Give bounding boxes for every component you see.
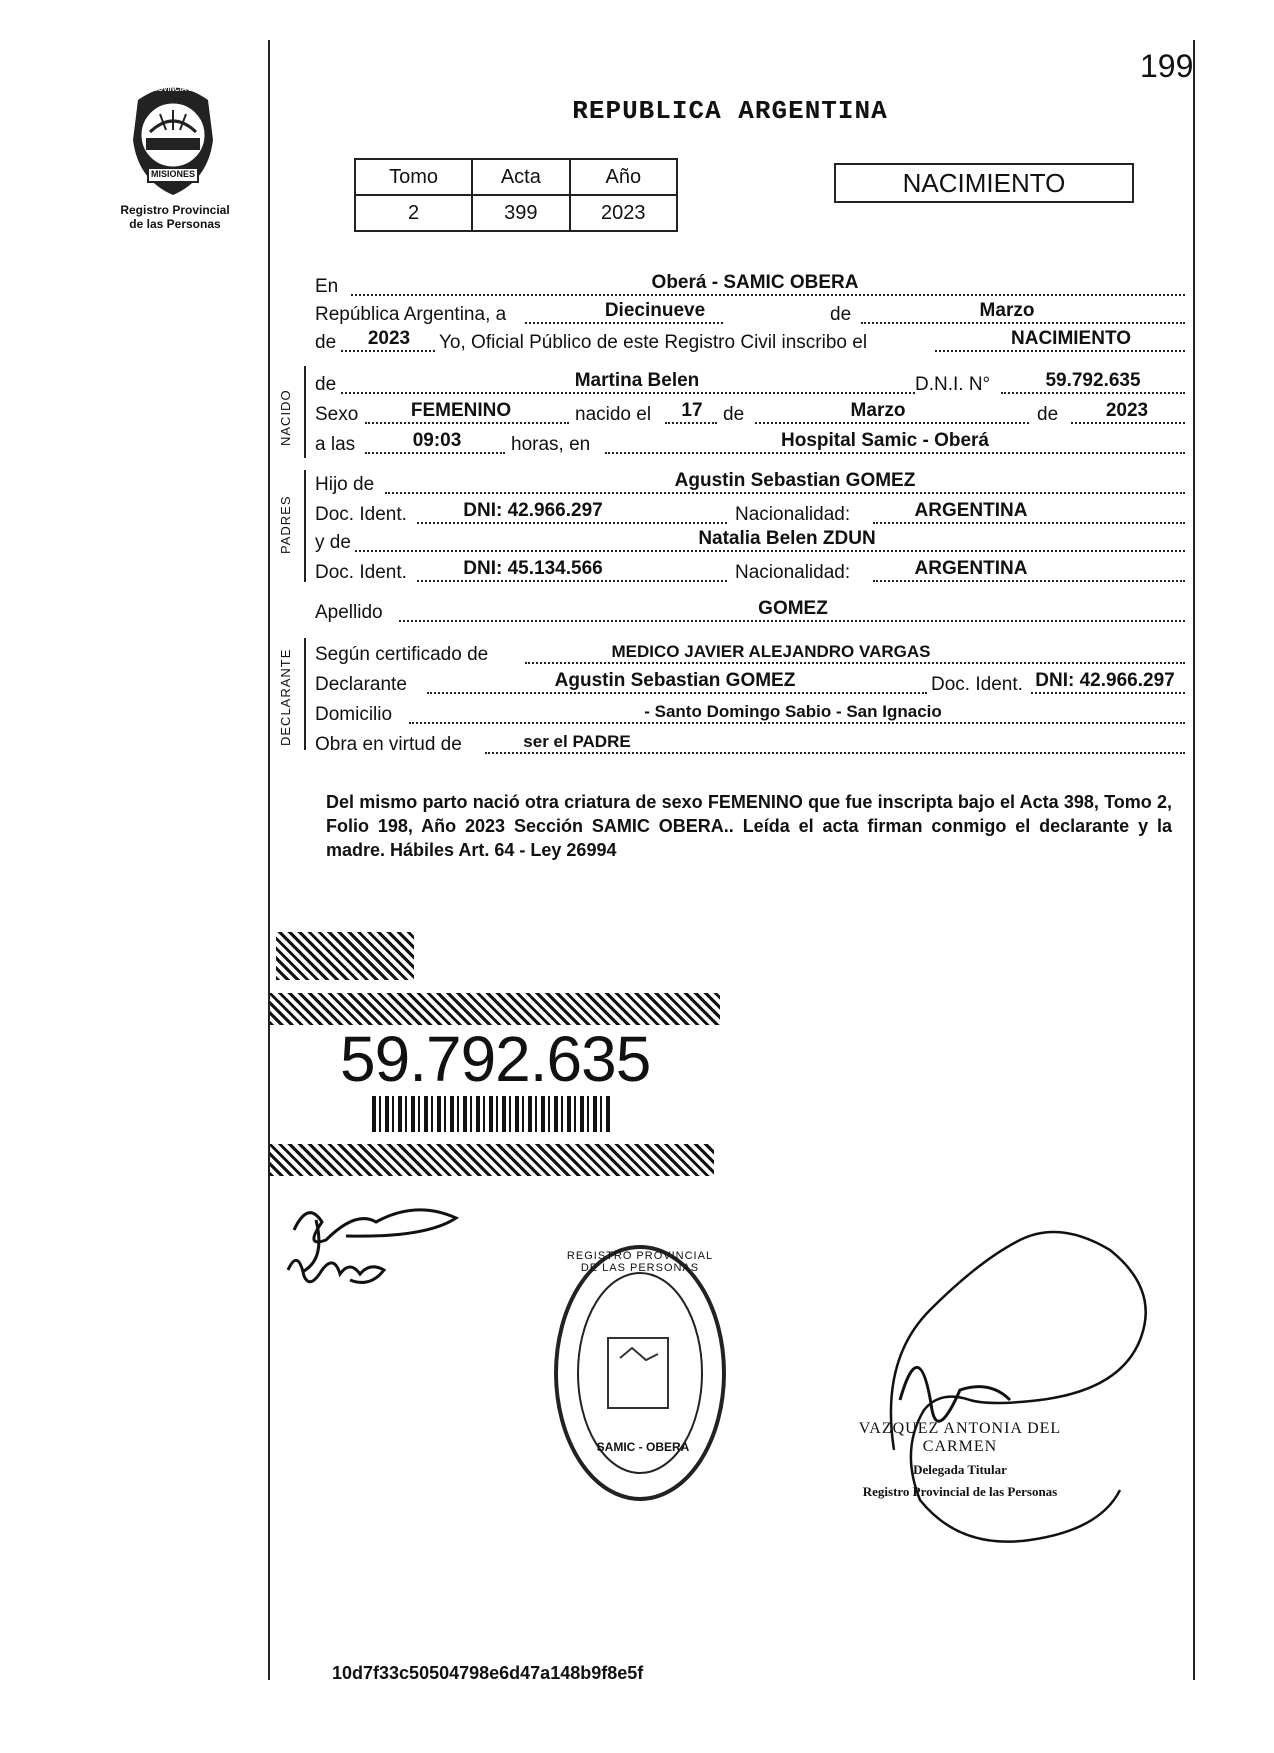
dots-en	[351, 294, 1185, 296]
label-y-de: y de	[315, 532, 351, 553]
right-margin-line	[1193, 40, 1195, 1680]
observation-text: Del mismo parto nació otra criatura de sexo FEMENINO que fue inscripta bajo el Acta 398, Tomo 2, Folio 198, Año 2023 Sección SAMIC OBERA.. Leída el acta firman conmigo el declarante y la madre. Hábiles Art. 64 - Ley 26994	[326, 792, 1172, 860]
label-segun: Según certificado de	[315, 644, 489, 665]
register-value-anio: 2023	[570, 195, 677, 231]
value-lugar: Oberá - SAMIC OBERA	[651, 272, 859, 293]
label-nacionalidad-madre: Nacionalidad:	[735, 562, 851, 583]
sticker-barcode	[372, 1096, 612, 1132]
dots-dia-nac	[665, 422, 717, 424]
dots-anio-nac	[1071, 422, 1185, 424]
section-label-declarante: DECLARANTE	[278, 648, 293, 746]
seal-ring-text: REGISTRO PROVINCIAL DE LAS PERSONAS	[566, 1250, 714, 1274]
official-role: Delegada Titular	[913, 1462, 1007, 1477]
row-hora	[315, 430, 1185, 458]
row-obra	[315, 730, 1185, 758]
label-doc-ident-declarante: Doc. Ident.	[931, 674, 1023, 695]
section-label-nacido: NACIDO	[278, 389, 293, 446]
value-sexo: FEMENINO	[410, 400, 512, 421]
label-de-anio: de	[315, 332, 337, 353]
value-madre: Natalia Belen ZDUN	[698, 528, 876, 549]
row-madre-doc	[315, 558, 1185, 586]
label-nacionalidad-padre: Nacionalidad:	[735, 504, 851, 525]
label-sexo: Sexo	[315, 404, 359, 425]
dots-madre	[355, 550, 1185, 552]
label-nacido-el: nacido el	[575, 404, 652, 425]
sticker-top-band	[270, 993, 720, 1025]
official-office: Registro Provincial de las Personas	[862, 1484, 1058, 1499]
left-margin-line	[268, 40, 270, 1680]
dots-declarante	[427, 692, 927, 694]
dots-padre-nac	[873, 522, 1185, 524]
value-padre-doc: DNI: 42.966.297	[463, 500, 603, 521]
value-mes: Marzo	[979, 300, 1035, 321]
row-madre	[315, 528, 1185, 556]
row-nombre	[315, 370, 1185, 398]
dots-mes	[861, 322, 1185, 324]
label-a-las: a las	[315, 434, 356, 455]
value-mes-nac: Marzo	[850, 400, 906, 421]
dots-madre-nac	[873, 580, 1185, 582]
dots-apellido	[399, 620, 1185, 622]
value-acto: NACIMIENTO	[1011, 328, 1131, 349]
row-padre-doc	[315, 500, 1185, 528]
emblem-label-top: PROVINCIA DE	[147, 86, 199, 93]
dots-certificado	[525, 662, 1185, 664]
label-de-mes: de	[723, 404, 745, 425]
value-nombre: Martina Belen	[574, 370, 700, 391]
dots-obra	[485, 752, 1185, 754]
register-header-tomo: Tomo	[355, 159, 472, 195]
value-madre-doc: DNI: 45.134.566	[463, 558, 603, 579]
label-republica: República Argentina, a	[315, 304, 507, 325]
label-de-anio-nac: de	[1037, 404, 1059, 425]
dots-domicilio	[409, 722, 1185, 724]
label-dni: D.N.I. N°	[915, 374, 991, 395]
dots-dni	[1001, 392, 1185, 394]
register-value-tomo: 2	[355, 195, 472, 231]
dots-sexo	[365, 422, 569, 424]
section-bracket-declarante	[304, 638, 306, 750]
provincial-emblem-icon	[118, 80, 228, 200]
value-declarante: Agustin Sebastian GOMEZ	[554, 670, 796, 691]
value-padre: Agustin Sebastian GOMEZ	[674, 470, 916, 491]
row-certificado	[315, 640, 1185, 668]
register-table	[354, 158, 678, 232]
emblem-label-bottom: MISIONES	[150, 169, 195, 179]
row-apellido	[315, 598, 1185, 626]
sticker-bottom-band	[270, 1144, 714, 1176]
label-domicilio: Domicilio	[315, 704, 393, 725]
label-horas-en: horas, en	[511, 434, 591, 455]
value-dia-nac: 17	[681, 400, 703, 421]
label-declarante: Declarante	[315, 674, 407, 695]
label-doc-ident-padre: Doc. Ident.	[315, 504, 407, 525]
value-padre-nac: ARGENTINA	[914, 500, 1028, 521]
label-hijo-de: Hijo de	[315, 474, 375, 495]
signature-oficial	[820, 1200, 1170, 1560]
value-hora: 09:03	[412, 430, 462, 451]
dots-hora	[365, 452, 505, 454]
value-dia: Diecinueve	[604, 300, 706, 321]
dots-acto	[935, 350, 1185, 352]
dots-madre-doc	[417, 580, 727, 582]
value-domicilio: - Santo Domingo Sabio - San Ignacio	[644, 702, 942, 721]
value-madre-nac: ARGENTINA	[914, 558, 1028, 579]
document-hash: 10d7f33c50504798e6d47a148b9f8e5f	[332, 1663, 644, 1683]
section-bracket-padres	[304, 470, 306, 582]
section-bracket-nacido	[304, 366, 306, 458]
value-apellido: GOMEZ	[758, 598, 828, 619]
dots-anio	[341, 350, 435, 352]
dots-padre-doc	[417, 522, 727, 524]
page-title: REPUBLICA ARGENTINA	[572, 96, 888, 126]
dots-mes-nac	[755, 422, 1029, 424]
label-de: de	[830, 304, 852, 325]
dots-padre	[385, 492, 1185, 494]
value-lugar-nac: Hospital Samic - Oberá	[780, 430, 990, 451]
official-name: VAZQUEZ ANTONIA DEL CARMEN	[858, 1420, 1062, 1455]
emblem	[118, 80, 228, 200]
row-sexo	[315, 400, 1185, 428]
register-header-acta: Acta	[472, 159, 569, 195]
label-doc-ident-madre: Doc. Ident.	[315, 562, 407, 583]
register-value-acta: 399	[472, 195, 569, 231]
record-type-box	[834, 163, 1134, 203]
official-stamp	[820, 1420, 1100, 1500]
value-obra: ser el PADRE	[523, 732, 631, 751]
row-fecha	[315, 300, 1185, 328]
official-seal	[548, 1238, 732, 1508]
section-label-padres: PADRES	[278, 495, 293, 554]
row-acto	[315, 328, 1185, 356]
record-type: NACIMIENTO	[902, 168, 1066, 198]
seal-bottom-text: SAMIC - OBERA	[596, 1440, 690, 1454]
label-de-nombre: de	[315, 374, 337, 395]
row-domicilio	[315, 700, 1185, 728]
dots-declarante-doc	[1031, 692, 1185, 694]
value-certificado: MEDICO JAVIER ALEJANDRO VARGAS	[611, 642, 931, 661]
row-padre	[315, 470, 1185, 498]
page-number: 199	[1140, 48, 1194, 84]
row-declarante	[315, 670, 1185, 698]
emblem-caption-line1: Registro Provincial	[120, 203, 230, 217]
row-en	[315, 272, 1185, 300]
value-anio: 2023	[367, 328, 411, 349]
dots-nombre	[341, 392, 915, 394]
register-header-anio: Año	[570, 159, 677, 195]
label-obra: Obra en virtud de	[315, 734, 462, 755]
value-declarante-doc: DNI: 42.966.297	[1035, 670, 1175, 691]
sticker-number: 59.792.635	[340, 1023, 651, 1095]
emblem-caption-line2: de las Personas	[129, 217, 221, 231]
label-oficial: Yo, Oficial Público de este Registro Civil inscribo el	[439, 332, 868, 353]
label-en: En	[315, 276, 339, 297]
sticker-small-pattern	[276, 932, 414, 980]
emblem-caption	[95, 203, 255, 231]
dots-lugar-nac	[605, 452, 1185, 454]
value-dni: 59.792.635	[1045, 370, 1141, 391]
dots-dia	[525, 322, 723, 324]
value-anio-nac: 2023	[1105, 400, 1149, 421]
label-apellido: Apellido	[315, 602, 383, 623]
signature-madre	[280, 1240, 400, 1300]
